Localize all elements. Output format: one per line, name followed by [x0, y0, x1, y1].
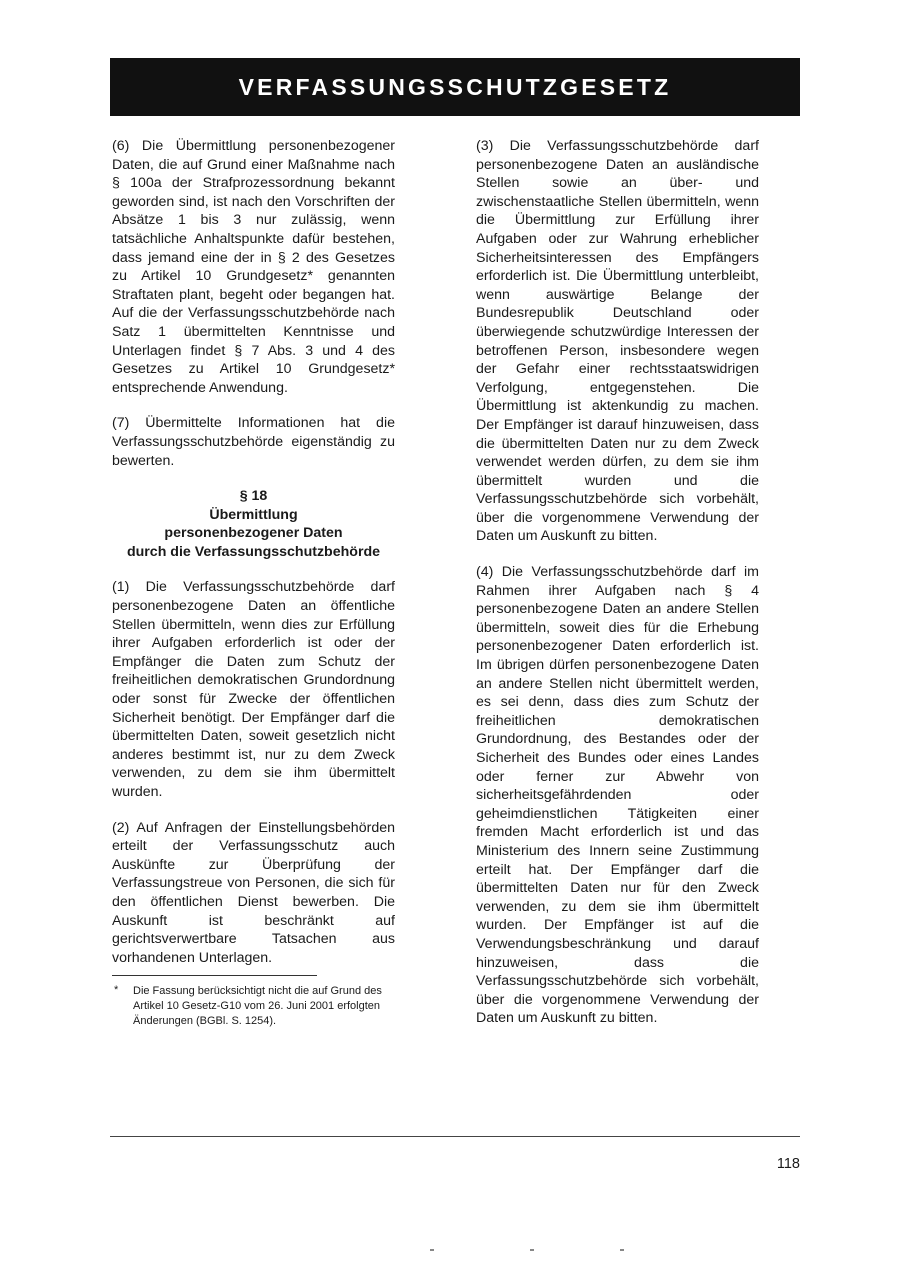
- scan-dot: [430, 1249, 434, 1251]
- paragraph-7: (7) Übermittelte Informationen hat die Verfassungsschutzbehörde eigenständig zu bewerten.: [112, 415, 395, 469]
- paragraph-6: (6) Die Übermittlung personenbezogener Daten, die auf Grund einer Maßnahme nach § 100a der Strafprozessordnung bekannt geworden sind, ist nach den Vorschriften der Absätze 1 bis 3 nur zulässig, wenn tatsächliche Anhaltspunkte dafür bestehen, dass jemand eine der in § 2 des Gesetzes zu Artikel 10 Grundgesetz* genannten Straftaten plant, begeht oder begangen hat. Auf die der Verfassungsschutzbehörde nach Satz 1 übermittelten Kenntnisse und Unterlagen findet § 7 Abs. 3 und 4 des Gesetzes zu Artikel 10 Grundgesetz* entsprechende Anwendung.: [112, 138, 395, 396]
- scan-dot: [530, 1249, 534, 1251]
- footnote: [112, 984, 395, 1029]
- paragraph-1: (1) Die Verfassungsschutzbehörde darf personenbezogene Daten an öffentliche Stellen übermitteln, wenn dies zur Erfüllung ihrer Aufgaben erforderlich ist oder der Empfänger die Daten zum Schutz der freiheitlichen demokratischen Grundordnung oder sonst für Zwecke der öffentlichen Sicherheit benötigt. Der Empfänger darf die übermittelten Daten, soweit gesetzlich nicht anderes bestimmt ist, nur zu dem Zweck verwenden, zu dem sie ihm übermittelt wurden.: [112, 579, 395, 800]
- footnote-divider: [112, 975, 317, 976]
- section-heading: [112, 487, 395, 561]
- scan-artifacts: [430, 1249, 630, 1253]
- right-column: [476, 137, 759, 1045]
- paragraph-2: (2) Auf Anfragen der Einstellungsbehörden erteilt der Verfassungsschutz auch Auskünfte zur Überprüfung der Verfassungstreue von Personen, die sich für den öffentlichen Dienst bewerben. Die Auskunft ist beschränkt auf gerichtsverwertbare Tatsachen aus vorhandenen Unterlagen.: [112, 819, 395, 966]
- left-column: [112, 137, 395, 1029]
- section-title-line-3: durch die Verfassungsschutzbehörde: [126, 543, 381, 560]
- section-title-line-1: Übermittlung: [209, 506, 298, 523]
- section-title-line-2: personenbezogener Daten: [164, 525, 343, 542]
- page-title: VERFASSUNGSSCHUTZGESETZ: [238, 73, 672, 100]
- header-bar: [110, 58, 800, 116]
- section-number: § 18: [239, 488, 268, 505]
- paragraph-4: (4) Die Verfassungsschutzbehörde darf im Rahmen ihrer Aufgaben nach § 4 personenbezogene Daten an andere Stellen übermitteln, soweit dies für die Erhebung personenbezogener Daten erforderlich ist. Im übrigen dürfen personenbezogene Daten an andere Stellen nicht übermittelt werden, es sei denn, dass dies zum Schutz der freiheitlichen demokratischen Grundordnung, des Bestandes oder der Sicherheit des Bundes oder eines Landes oder ferner zur Abwehr von sicherheitsgefährdenden oder geheimdienstlichen Tätigkeiten einer fremden Macht erforderlich ist und das Ministerium des Innern seine Zustimmung erteilt hat. Der Empfänger darf die übermittelten Daten nur für den Zweck verwenden, zu dem sie ihm übermittelt wurden. Der Empfänger ist auf die Verwendungsbeschränkung und darauf hinzuweisen, dass die Verfassungsschutzbehörde sich vorbehält, über die vorgenommene Verwendung der Daten um Auskunft zu bitten.: [476, 564, 759, 1027]
- page-number: 118: [776, 1156, 800, 1172]
- footnote-marker: *: [114, 984, 119, 997]
- paragraph-3: (3) Die Verfassungsschutzbehörde darf personenbezogene Daten an ausländische Stellen sowie an über- und zwischenstaatliche Stellen übermitteln, wenn die Übermittlung zur Erfüllung ihrer Aufgaben oder zur Wahrung erheblicher Sicherheitsinteressen des Empfängers erforderlich ist. Die Übermittlung unterbleibt, wenn auswärtige Belange der Bundesrepublik Deutschland oder überwiegende schutzwürdige Interessen der betroffenen Person, insbesondere wegen der Gefahr einer rechtsstaatswidrigen Verfolgung, entgegenstehen. Die Übermittlung ist aktenkundig zu machen. Der Empfänger ist darauf hinzuweisen, dass die übermittelten Daten nur zu dem Zweck verwendet werden dürfen, zu dem sie ihm übermittelt wurden und die Verfassungsschutzbehörde sich vorbehält, über die vorgenommene Verwendung der Daten um Auskunft zu bitten.: [476, 138, 759, 545]
- bottom-divider: [110, 1136, 800, 1137]
- footnote-text: Die Fassung berücksichtigt nicht die auf Grund des Artikel 10 Gesetz-G10 vom 26. Juni 2001 erfolgten Änderungen (BGBl. S. 1254).: [133, 985, 382, 1028]
- scan-dot: [620, 1249, 624, 1251]
